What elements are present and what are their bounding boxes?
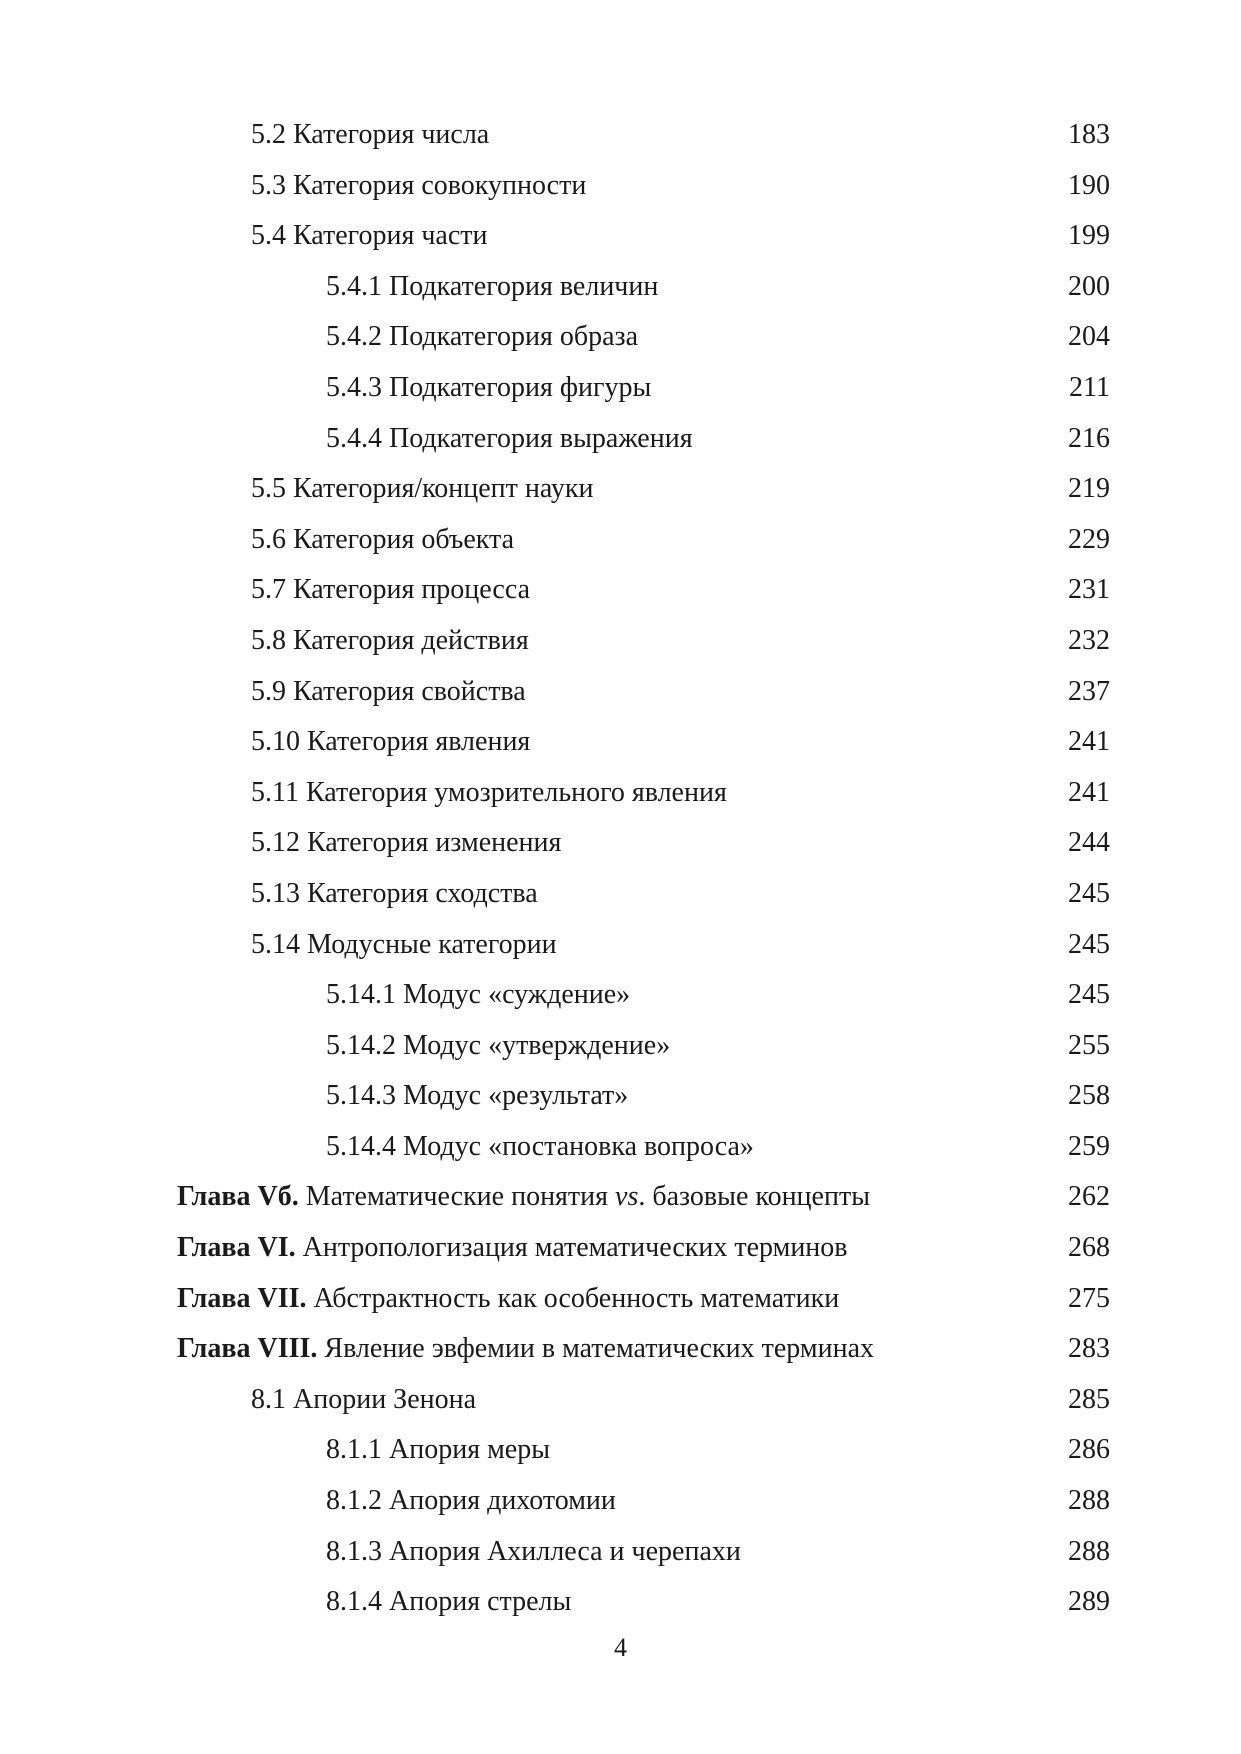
toc-entry-title: 5.14 Модусные категории (251, 928, 557, 960)
toc-entry-page: 241 (1068, 726, 1110, 758)
toc-entry-page: 183 (1068, 119, 1110, 150)
toc-entry-page: 288 (1068, 1535, 1110, 1567)
toc-entry-title: 5.4.3 Подкатегория фигуры (326, 371, 652, 403)
toc-entry-page: 258 (1068, 1080, 1110, 1112)
toc-entry-page: 245 (1068, 928, 1110, 960)
chapter-title-rest: . базовые концепты (638, 1181, 871, 1213)
toc-entry-title: 8.1.1 Апория меры (326, 1434, 551, 1466)
toc-entry-5-14-1[interactable] (0, 970, 1241, 1021)
toc-entry-page: 199 (1068, 220, 1110, 252)
toc-entry-page: 262 (1068, 1181, 1110, 1213)
chapter-label: Глава VII. (177, 1282, 307, 1314)
toc-entry-page: 286 (1068, 1434, 1110, 1466)
toc-entry-title: 5.4.4 Подкатегория выражения (326, 422, 693, 454)
toc-entry-page: 289 (1068, 1586, 1110, 1618)
toc-entry-5-4-2[interactable] (0, 312, 1241, 363)
toc-entry-title: 8.1.2 Апория дихотомии (326, 1485, 616, 1517)
toc-entry-title: 5.6 Категория объекта (251, 523, 515, 555)
toc-entry-5-6[interactable] (0, 515, 1241, 566)
toc-entry-title (177, 1274, 839, 1325)
toc-entry-title: 5.4.2 Подкатегория образа (326, 321, 639, 353)
chapter-label: Глава VI. (177, 1232, 296, 1264)
toc-entry-page: 259 (1068, 1130, 1110, 1162)
toc-entry-5-7[interactable] (0, 565, 1241, 616)
toc-entry-5-11[interactable] (0, 768, 1241, 819)
toc-entry-page: 232 (1068, 624, 1110, 656)
toc-entry-chapter-vii[interactable] (0, 1274, 1241, 1325)
toc-entry-title (177, 1172, 870, 1223)
toc-entry-page: 241 (1068, 776, 1110, 808)
toc-entry-5-14-3[interactable] (0, 1071, 1241, 1122)
toc-entry-5-4-3[interactable] (0, 363, 1241, 414)
toc-entry-8-1-1[interactable] (0, 1425, 1241, 1476)
toc-entry-page: 285 (1068, 1383, 1110, 1415)
chapter-title-italic: vs (615, 1181, 639, 1213)
toc-entry-5-14-2[interactable] (0, 1021, 1241, 1072)
toc-entry-page: 244 (1068, 827, 1110, 859)
toc-entry-title: 5.14.3 Модус «результат» (326, 1080, 629, 1112)
toc-entry-page: 211 (1069, 371, 1110, 403)
toc-entry-page: 229 (1068, 523, 1110, 555)
toc-entry-chapter-vb[interactable] (0, 1172, 1241, 1223)
toc-entry-title (177, 1223, 848, 1274)
toc-entry-chapter-vi[interactable] (0, 1223, 1241, 1274)
toc-entry-5-4-4[interactable] (0, 414, 1241, 465)
toc-entry-title: 5.2 Категория числа (251, 119, 490, 150)
toc-entry-5-10[interactable] (0, 717, 1241, 768)
toc-entry-title: 5.14.2 Модус «утверждение» (326, 1029, 671, 1061)
toc-entry-page: 245 (1068, 979, 1110, 1011)
toc-entry-8-1[interactable] (0, 1375, 1241, 1426)
toc-entry-page: 219 (1068, 473, 1110, 505)
chapter-title-part: Абстрактность как особенность математики (313, 1282, 840, 1314)
toc-entry-5-9[interactable] (0, 667, 1241, 718)
toc-entry-title: 5.4 Категория части (251, 220, 488, 252)
toc-entry-5-14[interactable] (0, 920, 1241, 971)
toc-entry-title: 5.7 Категория процесса (251, 574, 531, 606)
toc-entry-page: 200 (1068, 270, 1110, 302)
toc-entry-page: 288 (1068, 1485, 1110, 1517)
toc-entry-8-1-3[interactable] (0, 1527, 1241, 1578)
toc-entry-page: 275 (1068, 1282, 1110, 1314)
toc-entry-page: 204 (1068, 321, 1110, 353)
toc-entry-5-5[interactable] (0, 464, 1241, 515)
toc-entry-8-1-4[interactable] (0, 1577, 1241, 1628)
toc-entry-5-3[interactable] (0, 161, 1241, 212)
toc-entry-title: 5.10 Категория явления (251, 726, 531, 758)
chapter-title-part: Математические понятия (305, 1181, 609, 1213)
toc-entry-title: 5.11 Категория умозрительного явления (251, 776, 727, 808)
toc-entry-page: 231 (1068, 574, 1110, 606)
chapter-title-part: Явление эвфемии в математических терминах (324, 1333, 875, 1365)
toc-entry-title (177, 1324, 874, 1375)
toc-entry-5-13[interactable] (0, 869, 1241, 920)
toc-entry-chapter-viii[interactable] (0, 1324, 1241, 1375)
page-number: 4 (614, 1633, 627, 1662)
toc-entry-title: 5.14.1 Модус «суждение» (326, 979, 631, 1011)
toc-entry-title: 5.13 Категория сходства (251, 877, 538, 909)
toc-entry-page: 245 (1068, 877, 1110, 909)
toc-entry-5-14-4[interactable] (0, 1122, 1241, 1173)
toc-entry-page: 283 (1068, 1333, 1110, 1365)
chapter-label: Глава VIII. (177, 1333, 318, 1365)
toc-entry-5-4-1[interactable] (0, 262, 1241, 313)
toc-entry-5-8[interactable] (0, 616, 1241, 667)
toc-entry-title: 8.1.4 Апория стрелы (326, 1586, 572, 1618)
table-of-contents (0, 110, 1241, 1628)
toc-entry-title: 8.1.3 Апория Ахиллеса и черепахи (326, 1535, 741, 1567)
toc-entry-5-4[interactable] (0, 211, 1241, 262)
toc-entry-title: 5.9 Категория свойства (251, 675, 526, 707)
toc-entry-page: 255 (1068, 1029, 1110, 1061)
toc-entry-page: 237 (1068, 675, 1110, 707)
toc-entry-title: 5.14.4 Модус «постановка вопроса» (326, 1130, 754, 1162)
toc-entry-title: 5.4.1 Подкатегория величин (326, 270, 659, 302)
chapter-label: Глава Vб. (177, 1181, 299, 1213)
toc-entry-8-1-2[interactable] (0, 1476, 1241, 1527)
toc-entry-title: 8.1 Апории Зенона (251, 1383, 477, 1415)
toc-entry-page: 216 (1068, 422, 1110, 454)
toc-entry-5-2[interactable] (0, 110, 1241, 161)
toc-entry-page: 268 (1068, 1232, 1110, 1264)
toc-entry-title: 5.8 Категория действия (251, 624, 529, 656)
toc-entry-page: 190 (1068, 169, 1110, 201)
toc-entry-title: 5.5 Категория/концепт науки (251, 473, 594, 505)
toc-entry-title: 5.3 Категория совокупности (251, 169, 587, 201)
toc-entry-title: 5.12 Категория изменения (251, 827, 562, 859)
chapter-title-part: Антропологизация математических терминов (302, 1232, 848, 1264)
toc-entry-5-12[interactable] (0, 818, 1241, 869)
